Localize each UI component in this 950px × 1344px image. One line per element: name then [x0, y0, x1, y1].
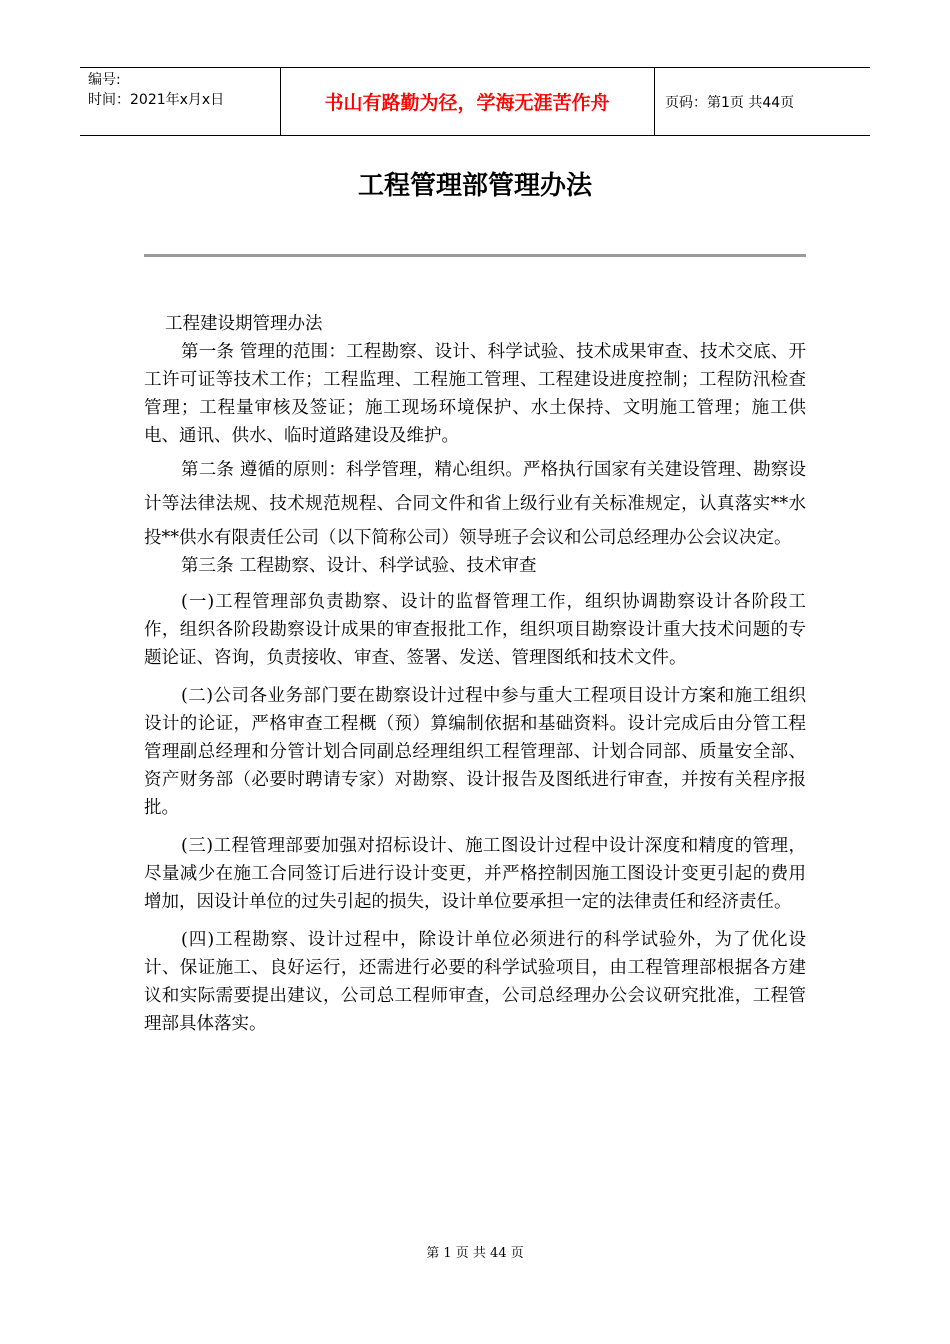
article-1: 第一条 管理的范围：工程勘察、设计、科学试验、技术成果审查、技术交底、开工许可证等技术工作；工程监理、工程施工管理、工程建设进度控制；工程防汛检查管理；工程量审核及签证；施工现场环境保护、水土保持、文明施工管理；施工供电、通讯、供水、临时道路建设及维护。: [144, 342, 806, 446]
clause-3: (三)工程管理部要加强对招标设计、施工图设计过程中设计深度和精度的管理，尽量减少在施工合同签订后进行设计变更，并严格控制因施工图设计变更引起的费用增加，因设计单位的过失引起的损失，设计单位要承担一定的法律责任和经济责任。: [144, 836, 806, 912]
header-motto: 书山有路勤为径，学海无涯苦作舟: [324, 92, 610, 114]
header-meta: [88, 70, 224, 110]
header-page-info: 页码：第1页 共44页: [665, 95, 795, 111]
document-title: 工程管理部管理办法: [357, 171, 592, 201]
clause-1: (一)工程管理部负责勘察、设计的监督管理工作，组织协调勘察设计各阶段工作，组织各阶段勘察设计成果的审查报批工作，组织项目勘察设计重大技术问题的专题论证、咨询，负责接收、审查、签署、发送、管理图纸和技术文件。: [144, 592, 806, 668]
header-divider-right: [654, 67, 655, 135]
number-label: 编号:: [88, 72, 121, 88]
page-footer: 第 1 页 共 44 页: [426, 1246, 524, 1261]
date-label: 时间：2021年x月x日: [88, 92, 225, 108]
document-body: [144, 310, 806, 1038]
clause-4: (四)工程勘察、设计过程中，除设计单位必须进行的科学试验外，为了优化设计、保证施工、良好运行，还需进行必要的科学试验项目，由工程管理部根据各方建议和实际需要提出建议，公司总工程师审查，公司总经理办公会议研究批准，工程管理部具体落实。: [144, 930, 806, 1034]
section-heading: 工程建设期管理办法: [165, 314, 323, 334]
article-3-heading: 第三条 工程勘察、设计、科学试验、技术审查: [181, 556, 537, 576]
clause-2: (二)公司各业务部门要在勘察设计过程中参与重大工程项目设计方案和施工组织设计的论证，严格审查工程概（预）算编制依据和基础资料。设计完成后由分管工程管理副总经理和分管计划合同副总经理组织工程管理部、计划合同部、质量安全部、资产财务部（必要时聘请专家）对勘察、设计报告及图纸进行审查，并按有关程序报批。: [144, 686, 806, 818]
article-2: 第二条 遵循的原则：科学管理，精心组织。严格执行国家有关建设管理、勘察设计等法律法规、技术规范规程、合同文件和省上级行业有关标准规定，认真落实**水投**供水有限责任公司（以下简称公司）领导班子会议和公司总经理办公会议决定。: [144, 460, 806, 548]
header-bottom-rule: [80, 135, 870, 136]
title-rule: [144, 254, 806, 257]
header-top-rule: [80, 67, 870, 68]
